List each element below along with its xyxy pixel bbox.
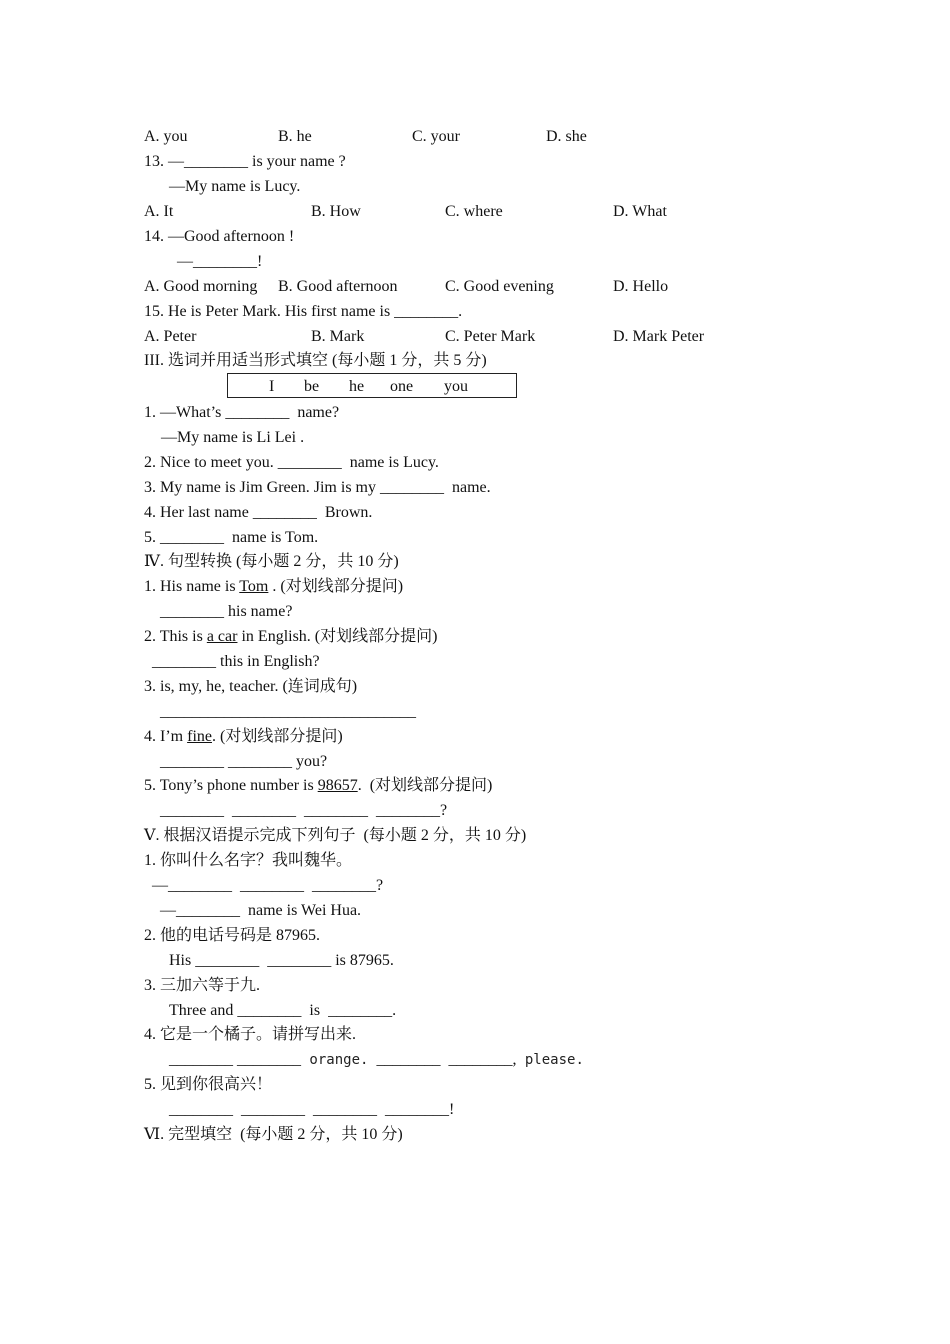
- word-bank-word: one: [390, 378, 414, 395]
- s5-q2-chinese: 2. 他的电话号码是 87965.: [144, 927, 321, 944]
- s5-q2-answer-line: His ________ ________ is 87965.: [169, 952, 394, 969]
- s5-q1-chinese: 1. 你叫什么名字？我叫魏华。: [144, 852, 353, 869]
- word-bank-box: [227, 373, 517, 398]
- section-3-line: 1. —What’s ________ name?: [144, 404, 340, 421]
- question-text: in English. (对划线部分提问): [237, 628, 438, 645]
- question-text: . (对划线部分提问): [211, 728, 343, 745]
- underlined-word: Tom: [239, 578, 269, 595]
- s5-q4-answer-line: [169, 1050, 584, 1070]
- s5-q4-chinese: 4. 它是一个橘子。请拼写出来.: [144, 1026, 357, 1043]
- s5-q1-answer-line: —________ name is Wei Hua.: [160, 902, 362, 919]
- underlined-word: fine: [187, 728, 212, 745]
- q12-option-a: A. you: [144, 128, 188, 145]
- q15-question: 15. He is Peter Mark. His first name is ________.: [144, 303, 463, 320]
- question-text: 4. I’m: [144, 728, 188, 745]
- answer-blanks: ________ ________: [169, 1051, 301, 1068]
- q13-option-d: D. What: [613, 203, 667, 220]
- question-text: . (对划线部分提问): [357, 777, 493, 794]
- section-3-line: 2. Nice to meet you. ________ name is Lucy.: [144, 454, 439, 471]
- s4-q2-answer-line: ________ this in English?: [152, 653, 320, 670]
- q14-option-a: A. Good morning: [144, 278, 258, 295]
- s4-q4-question: [144, 727, 343, 747]
- s5-q5-chinese: 5. 见到你很高兴！: [144, 1076, 273, 1093]
- s4-q5-question: [144, 776, 492, 796]
- s4-q1-answer-line: ________ his name?: [160, 603, 293, 620]
- underlined-word: a car: [206, 628, 238, 645]
- q13-answer-line: —My name is Lucy.: [169, 178, 301, 195]
- s4-q3-answer-line: ________________________________: [160, 703, 416, 720]
- q15-option-c: C. Peter Mark: [445, 328, 536, 345]
- section-3-line: —My name is Li Lei .: [161, 429, 305, 446]
- s4-q5-answer-line: ________ ________ ________ ________?: [160, 802, 448, 819]
- q15-option-b: B. Mark: [311, 328, 365, 345]
- underlined-word: 98657: [317, 777, 358, 794]
- q14-option-c: C. Good evening: [445, 278, 554, 295]
- given-word: please.: [516, 1052, 584, 1068]
- s4-q4-answer-line: ________ ________ you?: [160, 753, 328, 770]
- s5-q3-answer-line: Three and ________ is ________.: [169, 1002, 397, 1019]
- word-bank-word: you: [444, 378, 468, 395]
- s5-q5-answer-line: ________ ________ ________ ________!: [169, 1101, 455, 1118]
- q15-option-a: A. Peter: [144, 328, 197, 345]
- section-5-heading: Ⅴ. 根据汉语提示完成下列句子 (每小题 2 分，共 10 分): [144, 827, 527, 844]
- q14-option-b: B. Good afternoon: [278, 278, 398, 295]
- section-3-line: 4. Her last name ________ Brown.: [144, 504, 373, 521]
- q12-option-d: D. she: [546, 128, 587, 145]
- s4-q2-question: [144, 627, 437, 647]
- q13-option-c: C. where: [445, 203, 503, 220]
- section-4-heading: Ⅳ. 句型转换 (每小题 2 分，共 10 分): [144, 553, 399, 570]
- q13-option-b: B. How: [311, 203, 361, 220]
- given-word: orange.: [301, 1052, 369, 1068]
- question-text: 2. This is: [144, 628, 207, 645]
- q14-option-d: D. Hello: [613, 278, 669, 295]
- q12-option-b: B. he: [278, 128, 312, 145]
- section-6-heading: Ⅵ. 完型填空 (每小题 2 分，共 10 分): [144, 1126, 403, 1143]
- question-text: 5. Tony’s phone number is: [144, 777, 318, 794]
- s4-q1-question: [144, 577, 403, 597]
- s5-q1-answer-line: —________ ________ ________?: [152, 877, 384, 894]
- word-bank-word: be: [304, 378, 320, 395]
- q12-option-c: C. your: [412, 128, 460, 145]
- word-bank-word: I: [269, 378, 275, 395]
- s5-q3-chinese: 3. 三加六等于九.: [144, 977, 261, 994]
- q13-question: 13. —________ is your name ?: [144, 153, 346, 170]
- q15-option-d: D. Mark Peter: [613, 328, 705, 345]
- q14-question: 14. —Good afternoon !: [144, 228, 295, 245]
- s4-q3-question: 3. is, my, he, teacher. (连词成句): [144, 678, 358, 695]
- word-bank-word: he: [349, 378, 365, 395]
- q14-answer-line: —________!: [177, 253, 263, 270]
- question-text: . (对划线部分提问): [268, 578, 404, 595]
- question-text: 1. His name is: [144, 578, 240, 595]
- answer-blanks: ________ ________,: [368, 1051, 517, 1068]
- section-3-line: 5. ________ name is Tom.: [144, 529, 319, 546]
- section-3-line: 3. My name is Jim Green. Jim is my ________ name.: [144, 479, 491, 496]
- section-3-heading: III. 选词并用适当形式填空 (每小题 1 分，共 5 分): [144, 352, 487, 369]
- q13-option-a: A. It: [144, 203, 174, 220]
